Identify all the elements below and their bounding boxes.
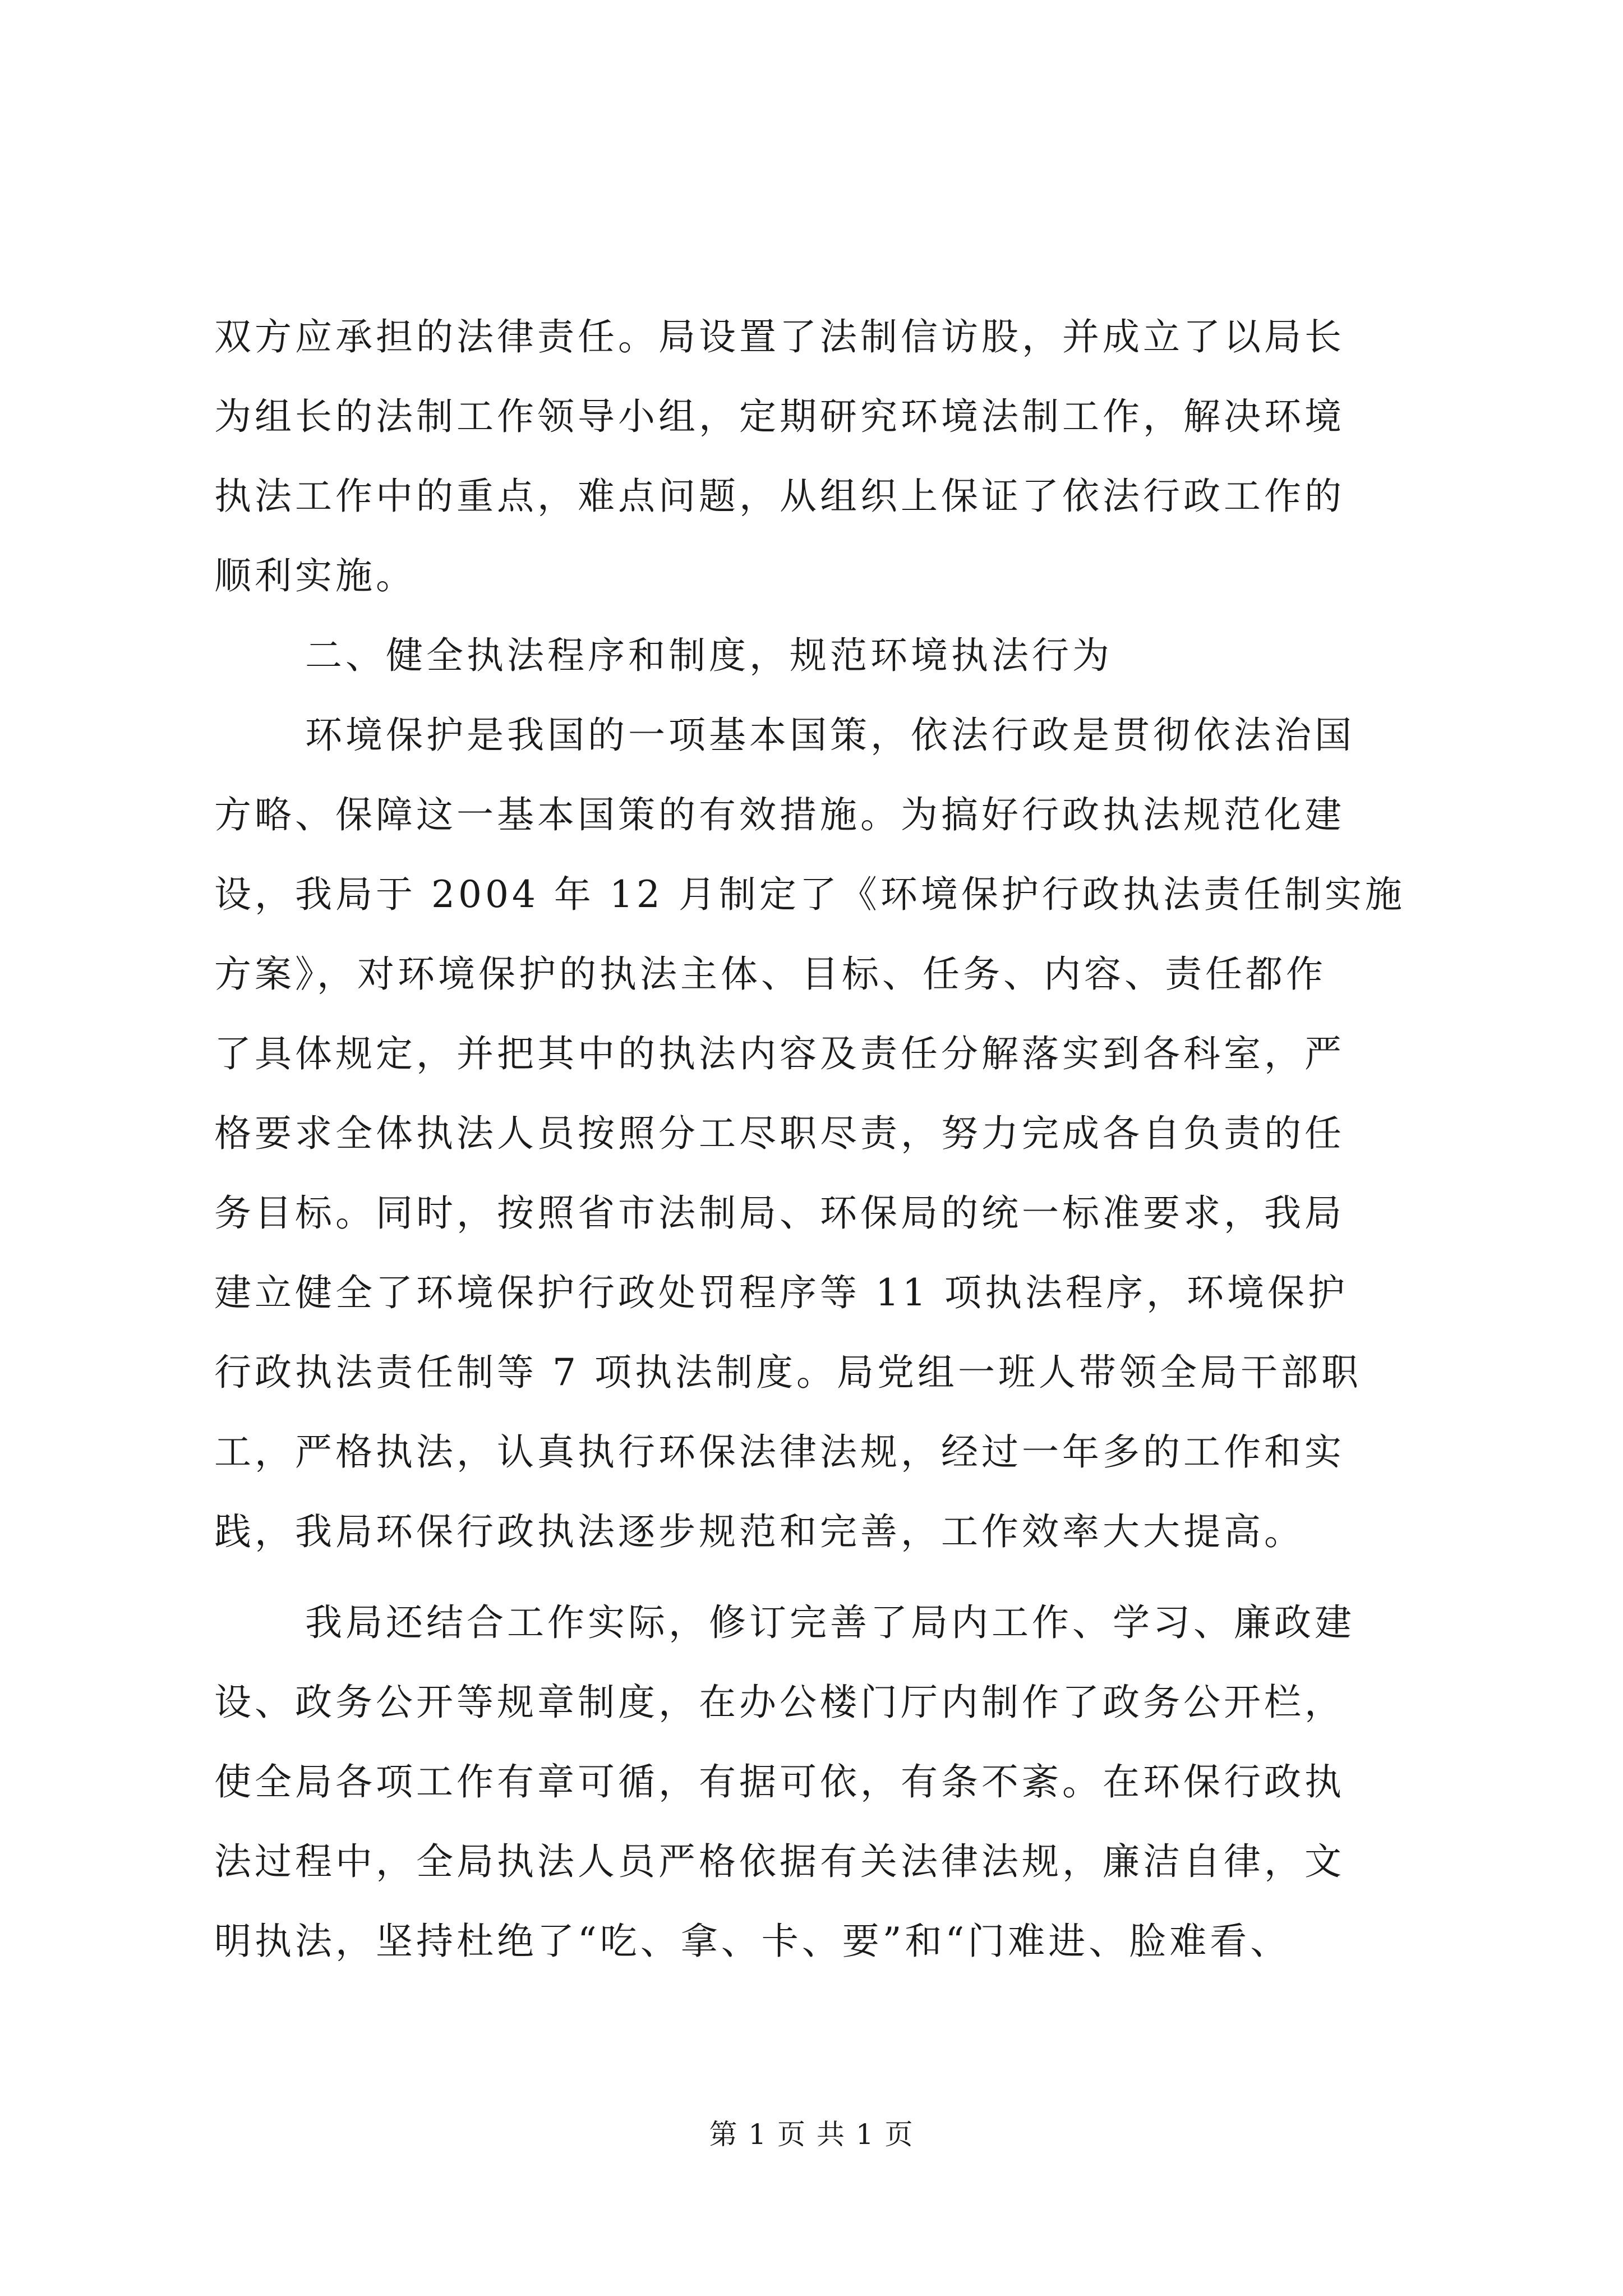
text-line: 方案》，对环境保护的执法主体、目标、任务、内容、责任都作 [214,953,1326,996]
text-line: 工，严格执法，认真执行环保法律法规，经过一年多的工作和实 [214,1430,1345,1474]
text-line: 方略、保障这一基本国策的有效措施。为搞好行政执法规范化建 [214,793,1345,836]
text-line: 设、政务公开等规章制度，在办公楼门厅内制作了政务公开栏， [214,1681,1345,1724]
section-heading: 二、健全执法程序和制度，规范环境执法行为 [305,634,1113,677]
text-line: 我局还结合工作实际，修订完善了局内工作、学习、廉政建 [305,1601,1355,1644]
text-line: 建立健全了环境保护行政处罚程序等 11 项执法程序，环境保护 [214,1271,1348,1314]
text-line: 践，我局环保行政执法逐步规范和完善，工作效率大大提高。 [214,1510,1304,1553]
text-line: 了具体规定，并把其中的执法内容及责任分解落实到各科室，严 [214,1032,1345,1075]
text-line: 设，我局于 2004 年 12 月制定了《环境保护行政执法责任制实施 [214,873,1405,916]
text-line: 环境保护是我国的一项基本国策，依法行政是贯彻依法治国 [305,714,1355,757]
page-number-footer: 第 1 页 共 1 页 [709,2118,914,2151]
text-line: 行政执法责任制等 7 项执法制度。局党组一班人带领全局干部职 [214,1351,1362,1394]
text-line: 格要求全体执法人员按照分工尽职尽责，努力完成各自负责的任 [214,1112,1345,1155]
text-line: 使全局各项工作有章可循，有据可依，有条不紊。在环保行政执 [214,1760,1345,1803]
text-line: 务目标。同时，按照省市法制局、环保局的统一标准要求，我局 [214,1191,1345,1235]
text-line: 法过程中，全局执法人员严格依据有关法律法规，廉洁自律，文 [214,1840,1345,1883]
text-line: 双方应承担的法律责任。局设置了法制信访股，并成立了以局长 [214,315,1345,358]
text-line: 为组长的法制工作领导小组，定期研究环境法制工作，解决环境 [214,395,1345,438]
text-line: 明执法，坚持杜绝了“吃、拿、卡、要”和“门难进、脸难看、 [214,1920,1291,1963]
text-line: 执法工作中的重点，难点问题，从组织上保证了依法行政工作的 [214,475,1345,518]
text-line: 顺利实施。 [214,554,416,597]
